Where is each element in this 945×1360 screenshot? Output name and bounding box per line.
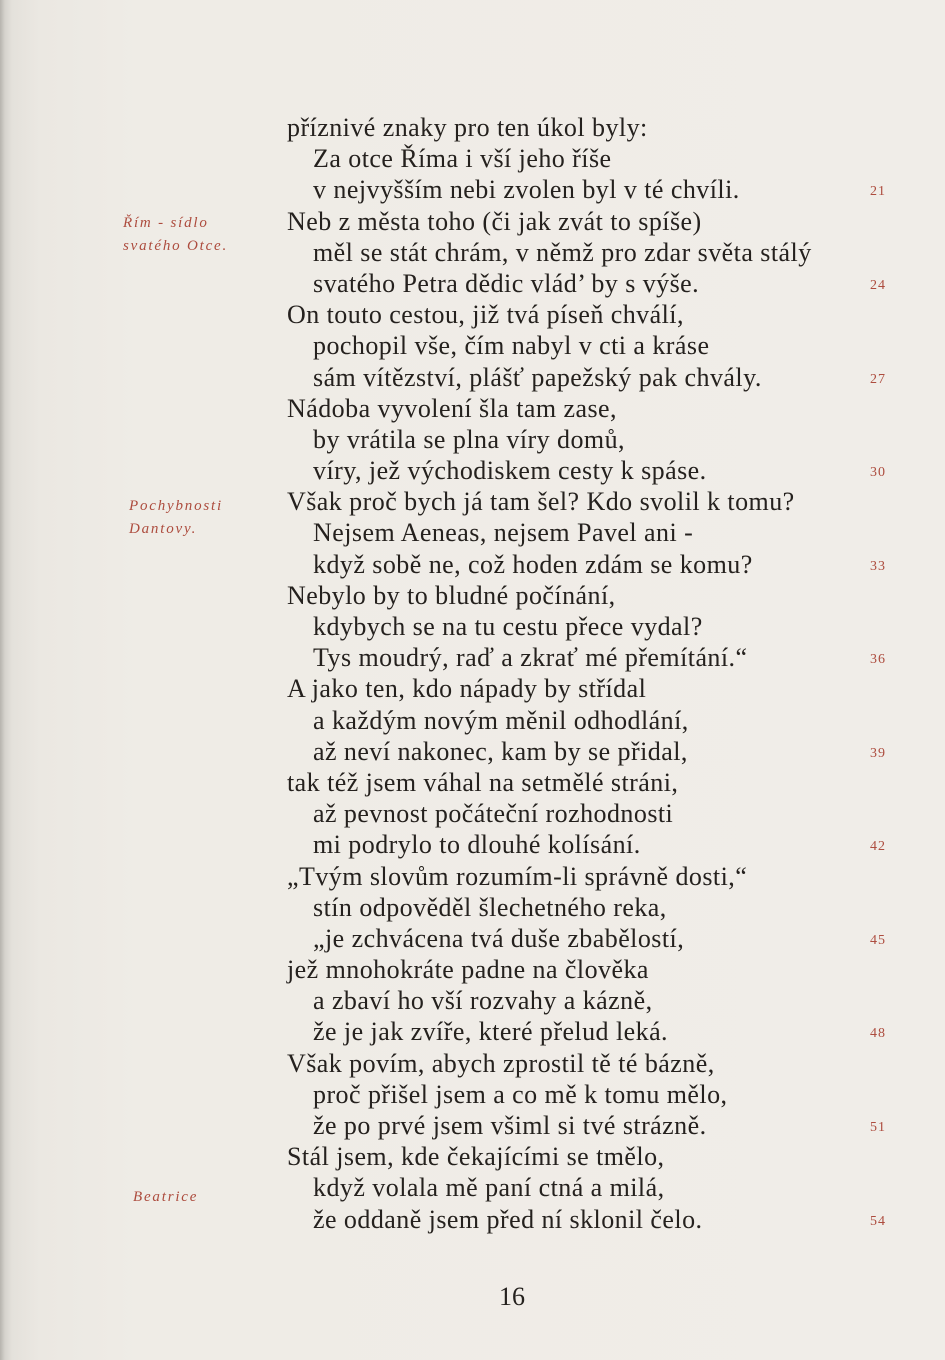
verse-text: Však proč bych já tam šel? Kdo svolil k tomu?	[287, 487, 795, 517]
verse-line	[287, 642, 886, 673]
line-number: 33	[870, 558, 886, 574]
verse-text: když volala mě paní ctná a milá,	[313, 1173, 665, 1203]
tercet	[287, 580, 886, 674]
verse-text: příznivé znaky pro ten úkol byly:	[287, 113, 648, 142]
margin-note-line: Beatrice	[133, 1189, 199, 1205]
verse-text: stín odpověděl šlechetného reka,	[313, 892, 667, 922]
verse-text: Tys moudrý, raď a zkrať mé přemítání.“	[313, 643, 748, 673]
tercet	[287, 486, 886, 580]
margin-note-line: Dantovy.	[129, 521, 198, 537]
verse-line	[287, 237, 812, 268]
verse-text: a zbaví ho vší rozvahy a kázně,	[313, 986, 653, 1016]
page-number: 16	[499, 1282, 525, 1311]
verse-line	[287, 705, 812, 736]
verse-line	[287, 892, 812, 923]
line-number: 48	[870, 1026, 886, 1042]
verse-line	[287, 611, 812, 642]
verse-text: a každým novým měnil odhodlání,	[313, 705, 689, 735]
verse-line	[287, 1172, 812, 1203]
tercet	[287, 112, 886, 206]
tercet	[287, 861, 886, 955]
margin-note-beatrice	[133, 1186, 198, 1209]
verse-line	[287, 1079, 812, 1110]
tercet	[287, 206, 886, 300]
tercet	[287, 393, 886, 487]
verse-line	[287, 393, 812, 424]
tercet	[287, 673, 886, 767]
verse-text: A jako ten, kdo nápady by střídal	[287, 674, 647, 704]
verse-text: že oddaně jsem před ní sklonil čelo.	[313, 1204, 703, 1234]
tercet	[287, 767, 886, 861]
verse-text: Nádoba vyvolení šla tam zase,	[287, 393, 618, 423]
verse-text: Za otce Říma i vší jeho říše	[313, 144, 612, 174]
verse-line	[287, 549, 886, 580]
verse-text: Stál jsem, kde čekajícími se tmělo,	[287, 1142, 665, 1172]
verse-text: až pevnost počáteční rozhodnosti	[313, 799, 674, 829]
line-number: 21	[870, 184, 886, 200]
verse-line	[287, 736, 886, 767]
verse-text: měl se stát chrám, v němž pro zdar světa stálý	[313, 237, 812, 267]
verse-line	[287, 923, 886, 954]
verse-line	[287, 455, 886, 486]
verse-line	[287, 1016, 886, 1047]
margin-note-rim	[123, 212, 228, 258]
verse-line	[287, 517, 812, 548]
verse-line	[287, 112, 812, 143]
line-number: 54	[870, 1213, 886, 1229]
verse-line	[287, 362, 886, 393]
verse-line	[287, 174, 886, 205]
verse-text: by vrátila se plna víry domů,	[313, 424, 625, 454]
verse-text: Nejsem Aeneas, nejsem Pavel ani -	[313, 518, 694, 548]
margin-note-pochybnosti	[129, 495, 223, 541]
verse-line	[287, 424, 812, 455]
verse-line	[287, 143, 812, 174]
verse-text: tak též jsem váhal na setmělé stráni,	[287, 767, 679, 797]
verse-text: pochopil vše, čím nabyl v cti a kráse	[313, 331, 710, 361]
verse-line	[287, 829, 886, 860]
verse-line	[287, 330, 812, 361]
line-number: 45	[870, 932, 886, 948]
margin-note-line: svatého Otce.	[123, 238, 229, 254]
verse-text: „Tvým slovům rozumím-li správně dosti,“	[287, 861, 748, 891]
line-number: 24	[870, 277, 886, 293]
verse-line	[287, 673, 812, 704]
verse-line	[287, 1048, 812, 1079]
verse-text: když sobě ne, což hoden zdám se komu?	[313, 549, 753, 579]
verse-text: proč přišel jsem a co mě k tomu mělo,	[313, 1079, 728, 1109]
verse-line	[287, 580, 812, 611]
verse-text: kdybych se na tu cestu přece vydal?	[313, 612, 703, 641]
line-number: 51	[870, 1120, 886, 1135]
verse-line	[287, 486, 812, 517]
verse-line	[287, 1110, 886, 1141]
verse-text: že po prvé jsem všiml si tvé strázně.	[313, 1111, 707, 1140]
verse-text: že je jak zvíře, které přelud leká.	[313, 1017, 669, 1047]
tercet	[287, 1048, 886, 1142]
verse-text: sám vítězství, plášť papežský pak chvály.	[313, 362, 762, 392]
verse-line	[287, 206, 812, 237]
line-number: 27	[870, 371, 886, 387]
margin-note-line: Pochybnosti	[129, 498, 223, 514]
margin-note-line: Řím - sídlo	[123, 215, 209, 231]
verse-line	[287, 299, 812, 330]
tercet	[287, 299, 886, 393]
verse-line	[287, 861, 812, 892]
verse-text: mi podrylo to dlouhé kolísání.	[313, 830, 641, 860]
verse-line	[287, 798, 812, 829]
tercet	[287, 1141, 886, 1235]
verse-text: víry, jež východiskem cesty k spáse.	[313, 456, 707, 486]
line-number: 42	[870, 839, 886, 855]
verse-text: jež mnohokráte padne na člověka	[287, 955, 649, 985]
verse-text: v nejvyšším nebi zvolen byl v té chvíli.	[313, 175, 740, 205]
verse-text: Nebylo by to bludné počínání,	[287, 580, 616, 610]
verse-line	[287, 954, 812, 985]
verse-line	[287, 1204, 886, 1235]
verse-text: svatého Petra dědic vlád’ by s výše.	[313, 268, 700, 298]
verse-text: On touto cestou, již tvá píseň chválí,	[287, 300, 684, 330]
verse-text: až neví nakonec, kam by se přidal,	[313, 736, 688, 766]
tercet	[287, 954, 886, 1048]
verse-block	[287, 112, 886, 1235]
verse-text: „je zchvácena tvá duše zbabělostí,	[313, 923, 685, 953]
verse-line	[287, 268, 886, 299]
verse-line	[287, 767, 812, 798]
line-number: 39	[870, 745, 886, 761]
line-number: 36	[870, 652, 886, 668]
line-number: 30	[870, 465, 886, 481]
verse-text: Neb z města toho (či jak zvát to spíše)	[287, 206, 702, 236]
verse-text: Však povím, abych zprostil tě té bázně,	[287, 1048, 715, 1078]
verse-line	[287, 1141, 812, 1172]
verse-line	[287, 985, 812, 1016]
